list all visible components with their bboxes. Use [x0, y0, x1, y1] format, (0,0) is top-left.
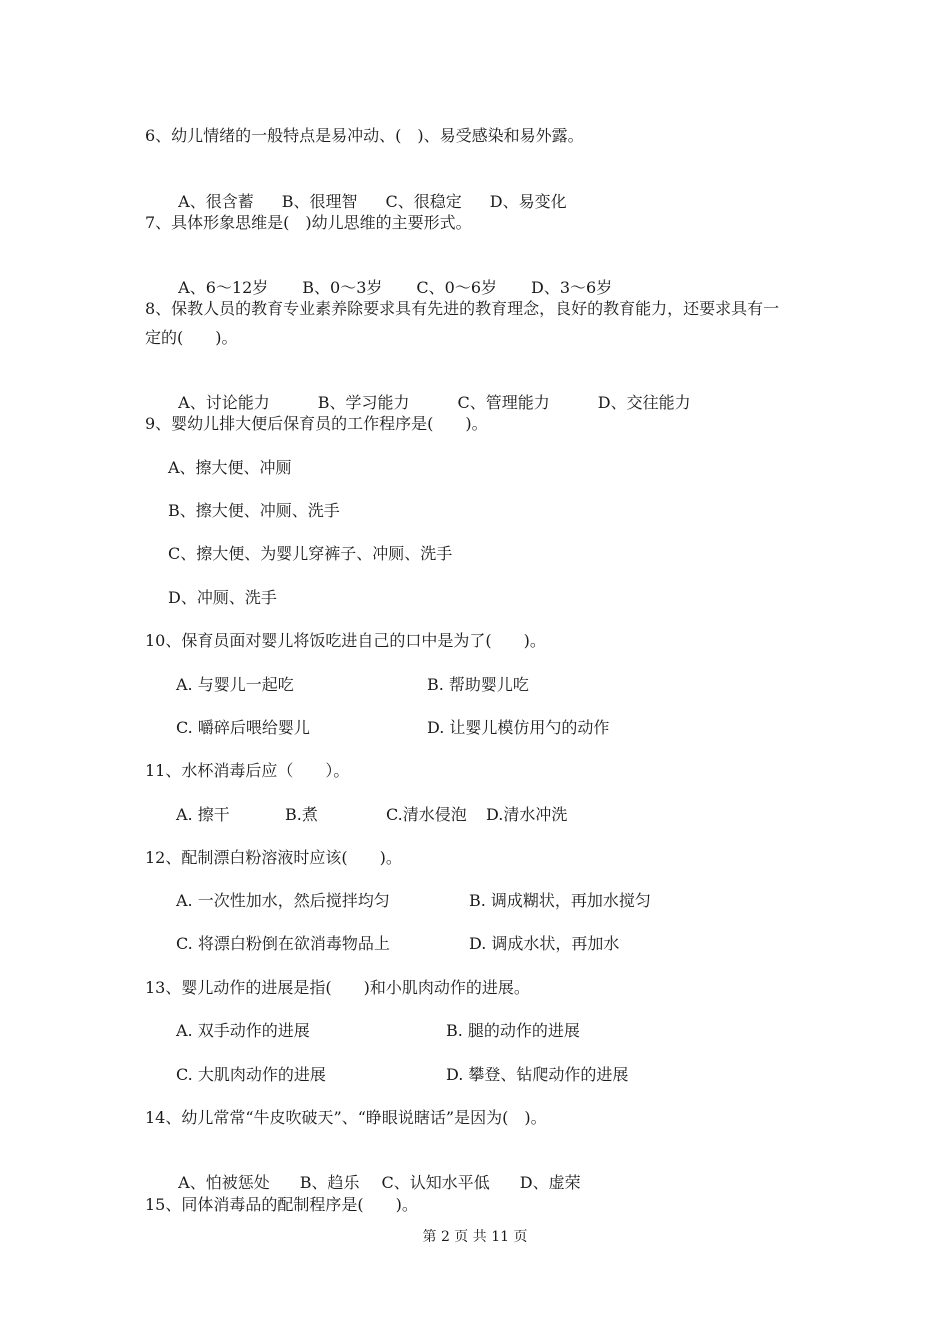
option-d: D、易变化: [489, 192, 567, 211]
option-b: B、趋乐: [299, 1173, 360, 1192]
option-d: D、交往能力: [597, 393, 691, 412]
question-12-option-d: D. 调成水状，再加水: [469, 934, 620, 953]
option-c: C、认知水平低: [381, 1173, 490, 1192]
question-12-option-b: B. 调成糊状，再加水搅匀: [469, 891, 651, 910]
option-b: B、很理智: [281, 192, 358, 211]
question-12-option-a: A. 一次性加水，然后搅拌均匀: [176, 891, 390, 910]
question-10-option-b: B. 帮助婴儿吃: [427, 675, 529, 694]
question-8-line-2: 定的( )。: [145, 328, 238, 347]
question-14-options: [168, 1150, 581, 1194]
question-13: 13、婴儿动作的进展是指( )和小肌肉动作的进展。: [145, 978, 530, 997]
question-9-option-a: A、擦大便、冲厕: [168, 458, 292, 477]
question-15: 15、同体消毒品的配制程序是( )。: [145, 1195, 418, 1214]
question-10-option-a: A. 与婴儿一起吃: [176, 675, 294, 694]
option-b: B、0～3岁: [302, 278, 383, 297]
question-7-options: [168, 255, 612, 299]
option-d: D、3～6岁: [531, 278, 613, 297]
question-11-option-a: A. 擦干: [176, 805, 230, 824]
question-12-option-c: C. 将漂白粉倒在欲消毒物品上: [176, 934, 390, 953]
question-14: 14、幼儿常常“牛皮吹破天”、“睁眼说瞎话”是因为( )。: [145, 1108, 547, 1127]
question-13-option-b: B. 腿的动作的进展: [446, 1021, 580, 1040]
question-8-options: [168, 370, 691, 414]
question-10-option-d: D. 让婴儿模仿用勺的动作: [427, 718, 610, 737]
question-13-option-c: C. 大肌肉动作的进展: [176, 1065, 326, 1084]
question-9: 9、婴幼儿排大便后保育员的工作程序是( )。: [145, 414, 488, 433]
question-12: 12、配制漂白粉溶液时应该( )。: [145, 848, 402, 867]
option-a: A、6～12岁: [178, 278, 269, 297]
question-13-option-d: D. 攀登、钻爬动作的进展: [446, 1065, 629, 1084]
question-11: 11、水杯消毒后应（ ）。: [145, 761, 350, 780]
question-9-option-c: C、擦大便、为婴儿穿裤子、冲厕、洗手: [168, 544, 453, 563]
option-c: C、很稳定: [385, 192, 462, 211]
question-11-option-d: D.清水冲洗: [486, 805, 568, 824]
option-c: C、0～6岁: [416, 278, 498, 297]
option-d: D、虚荣: [519, 1173, 581, 1192]
question-7: 7、具体形象思维是( )幼儿思维的主要形式。: [145, 213, 472, 232]
question-10-option-c: C. 嚼碎后喂给婴儿: [176, 718, 310, 737]
question-8-line-1: 8、保教人员的教育专业素养除要求具有先进的教育理念，良好的教育能力，还要求具有一: [145, 299, 780, 318]
question-13-option-a: A. 双手动作的进展: [176, 1021, 310, 1040]
question-9-option-b: B、擦大便、冲厕、洗手: [168, 501, 340, 520]
question-9-option-d: D、冲厕、洗手: [168, 588, 277, 607]
question-11-option-b: B.煮: [285, 805, 318, 824]
option-a: A、怕被惩处: [178, 1173, 270, 1192]
page-number-footer: 第 2 页 共 11 页: [422, 1229, 528, 1245]
option-c: C、管理能力: [457, 393, 550, 412]
question-10: 10、保育员面对婴儿将饭吃进自己的口中是为了( )。: [145, 631, 546, 650]
question-6-options: [168, 169, 567, 213]
option-a: A、讨论能力: [178, 393, 270, 412]
option-b: B、学习能力: [317, 393, 410, 412]
question-11-option-c: C.清水侵泡: [386, 805, 467, 824]
question-6: 6、幼儿情绪的一般特点是易冲动、( )、易受感染和易外露。: [145, 126, 584, 145]
option-a: A、很含蓄: [178, 192, 254, 211]
